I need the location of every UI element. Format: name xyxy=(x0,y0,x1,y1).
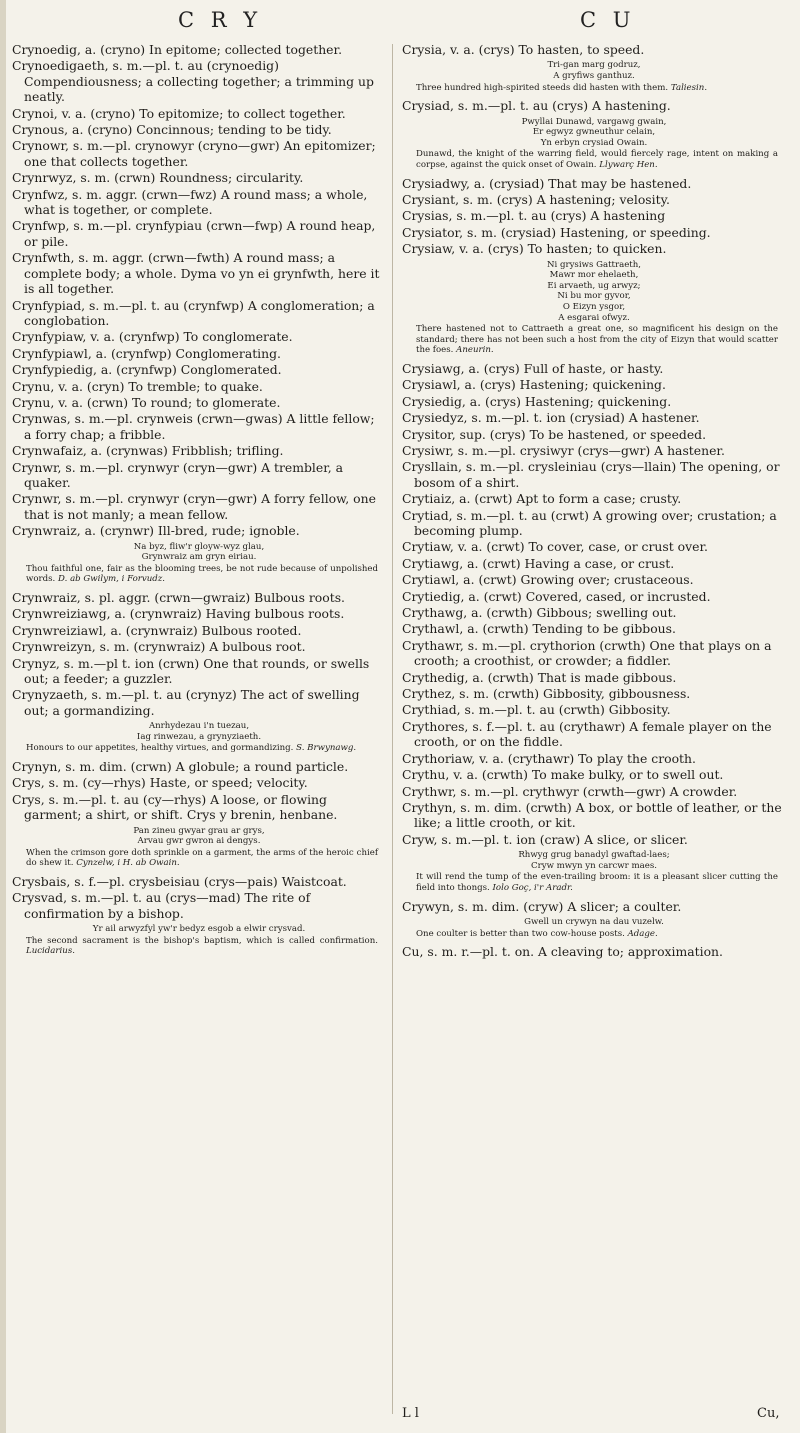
dictionary-entry: Crynu, v. a. (crwn) To round; to glomerate. xyxy=(12,394,281,410)
dictionary-entry: Crysiadwy, a. (crysiad) That may be hastened. xyxy=(402,175,692,191)
translation-text: It will rend the tump of the even-trailing broom: it is a pleasant slicer cutting the field into thongs. xyxy=(416,872,778,893)
quotation-source: S. Brwynawg. xyxy=(296,743,357,754)
translation-note xyxy=(416,83,778,94)
dictionary-entry: Crysiator, s. m. (crysiad) Hastening, or speeding. xyxy=(402,224,711,240)
quotation-source: Adage. xyxy=(627,928,658,939)
dictionary-entry: Crytiaw, v. a. (crwt) To cover, case, or crust over. xyxy=(402,539,708,555)
quotation-line: Gwell un crywyn na dau vuzelw. xyxy=(524,916,664,927)
dictionary-entry: Crysias, s. m.—pl. t. au (crys) A hastening xyxy=(402,208,666,224)
dictionary-entry: Crynoedigaeth, s. m.—pl. t. au (crynoedig) Compendiousness; a collecting together; a trimming up neatly. xyxy=(12,58,374,105)
welsh-quotation xyxy=(22,924,376,935)
dictionary-entry: Crynyz, s. m.—pl t. ion (crwn) One that rounds, or swells out; a feeder; a guzzler. xyxy=(12,655,370,686)
quotation-line: O Eizyn ysgor, xyxy=(562,301,626,312)
dictionary-entry: Crynfypiedig, a. (crynfwp) Conglomerated. xyxy=(12,362,282,378)
dictionary-entry: Crynrwyz, s. m. (crwn) Roundness; circularity. xyxy=(12,170,304,186)
running-head-right: C U xyxy=(580,8,636,32)
dictionary-entry: Crysiant, s. m. (crys) A hastening; velosity. xyxy=(402,191,670,207)
dictionary-entry: Crynfypiad, s. m.—pl. t. au (crynfwp) A conglomeration; a conglobation. xyxy=(12,297,375,328)
running-head-left: C R Y xyxy=(178,8,263,32)
quotation-line: Yn erbyn crysiad Owain. xyxy=(540,137,648,148)
quotation-source: Taliesin. xyxy=(670,82,708,93)
translation-text: Three hundred high-spirited steeds did hasten with them. xyxy=(416,82,669,93)
dictionary-entry: Crythyn, s. m. dim. (crwth) A box, or bottle of leather, or the like; a little crooth, or kit. xyxy=(402,799,782,831)
translation-note xyxy=(416,929,778,940)
dictionary-entry: Crythoriaw, v. a. (crythawr) To play the crooth. xyxy=(402,750,696,766)
welsh-quotation xyxy=(412,917,776,928)
quotation-source: D. ab Gwilym, i Forvudz. xyxy=(58,574,166,585)
dictionary-entry: Crynfwth, s. m. aggr. (crwn—fwth) A round mass; a complete body; a whole. Dyma vo yn ei grynfwth, here it is all together. xyxy=(12,250,380,297)
dictionary-entry: Crynwas, s. m.—pl. crynweis (crwn—gwas) A little fellow; a forry chap; a fribble. xyxy=(12,411,375,442)
quotation-source: Iolo Goç, i'r Aradr. xyxy=(492,882,573,893)
welsh-quotation xyxy=(22,721,376,742)
translation-note xyxy=(26,848,378,869)
quotation-line: Tri-gan marg godruz, xyxy=(547,60,641,71)
dictionary-entry: Crythawl, a. (crwth) Tending to be gibbous. xyxy=(402,621,676,637)
dictionary-entry: Crysiaw, v. a. (crys) To hasten; to quicken. xyxy=(402,241,667,257)
dictionary-entry: Crynwraiz, a. (crynwr) Ill-bred, rude; ignoble. xyxy=(12,523,300,539)
welsh-quotation xyxy=(22,542,376,563)
dictionary-entry: Crywyn, s. m. dim. (cryw) A slicer; a coulter. xyxy=(402,898,682,914)
dictionary-entry: Crynwreiziawl, a. (crynwraiz) Bulbous rooted. xyxy=(12,622,302,638)
dictionary-entry: Crysiawl, a. (crys) Hastening; quickening. xyxy=(402,377,666,393)
dictionary-entry: Crysbais, s. f.—pl. crysbeisiau (crys—pais) Waistcoat. xyxy=(12,874,347,889)
welsh-quotation xyxy=(412,117,776,149)
translation-text: There hastened not to Cattraeth a great one, so magnificent his design on the standard; there has not been such a host from the city of Eizyn that would scatter the foes. xyxy=(416,324,778,356)
dictionary-entry: Crynwafaiz, a. (crynwas) Fribblish; trifling. xyxy=(12,443,284,459)
dictionary-entry: Crythu, v. a. (crwth) To make bulky, or to swell out. xyxy=(402,767,724,783)
translation-text: Dunawd, the knight of the warring field, would fiercely rage, intent on making a corpse, against the quick onset of Owain. xyxy=(416,149,778,170)
dictionary-entry: Crysiedig, a. (crys) Hastening; quickening. xyxy=(402,393,672,409)
quotation-source: Llywarç Hen. xyxy=(599,159,658,170)
dictionary-entry: Crythedig, a. (crwth) That is made gibbous. xyxy=(402,669,677,685)
dictionary-entry: Cu, s. m. r.—pl. t. on. A cleaving to; approximation. xyxy=(402,944,723,960)
dictionary-entry: Crythiad, s. m.—pl. t. au (crwth) Gibbosity. xyxy=(402,702,671,718)
quotation-line: Na byz, fliw'r gloyw-wyz glau, xyxy=(133,541,265,552)
dictionary-entry: Crythores, s. f.—pl. t. au (crythawr) A female player on the crooth, or on the fiddle. xyxy=(402,718,772,750)
translation-text: When the crimson gore doth sprinkle on a garment, the arms of the heroic chief do shew it. xyxy=(26,847,378,869)
quotation-line: Ni bu mor gyvor, xyxy=(557,291,631,302)
welsh-quotation xyxy=(412,60,776,81)
quotation-line: Cryw mwyn yn carcwr maes. xyxy=(531,860,657,871)
dictionary-entry: Crysiad, s. m.—pl. t. au (crys) A hastening. xyxy=(402,98,671,114)
quotation-line: Pwyllai Dunawd, vargawg gwain, xyxy=(521,116,667,127)
dictionary-entry: Crythez, s. m. (crwth) Gibbosity, gibbousness. xyxy=(402,686,691,702)
dictionary-entry: Crysiawg, a. (crys) Full of haste, or hasty. xyxy=(402,360,664,376)
dictionary-entry: Crynfypiawl, a. (crynfwp) Conglomerating. xyxy=(12,345,281,361)
dictionary-entry: Crythawr, s. m.—pl. crythorion (crwth) One that plays on a crooth; a croothist, or crowder; a fiddler. xyxy=(402,637,772,669)
quotation-line: Arvau gwr gwron ai dengys. xyxy=(137,836,261,847)
translation-text: The second sacrament is the bishop's baptism, which is called confirmation. xyxy=(26,935,378,946)
quotation-source: Aneurin. xyxy=(456,345,494,356)
translation-text: Thou faithful one, fair as the blooming trees, be not rude because of unpolished words. xyxy=(26,563,378,585)
quotation-line: Grynwraiz am gryn eiriau. xyxy=(141,552,257,563)
dictionary-entry: Crynwreiziawg, a. (crynwraiz) Having bulbous roots. xyxy=(12,606,345,622)
translation-note xyxy=(26,743,378,754)
dictionary-entry: Crytiaiz, a. (crwt) Apt to form a case; crusty. xyxy=(402,491,682,507)
quotation-line: Er egwyz gwneuthur celain, xyxy=(532,127,656,138)
dictionary-entry: Cryw, s. m.—pl. t. ion (craw) A slice, or slicer. xyxy=(402,831,688,847)
quotation-line: Pan zineu gwyar grau ar grys, xyxy=(133,825,265,836)
catchword: Cu, xyxy=(757,1406,780,1421)
quotation-line: Iag rinwezau, a grynyziaeth. xyxy=(136,731,262,742)
dictionary-entry: Crynous, a. (cryno) Concinnous; tending to be tidy. xyxy=(12,122,332,138)
dictionary-entry: Crynyn, s. m. dim. (crwn) A globule; a round particle. xyxy=(12,759,349,774)
left-column xyxy=(12,42,384,962)
dictionary-entry: Crythawg, a. (crwth) Gibbous; swelling out. xyxy=(402,605,677,621)
dictionary-entry: Crynfwp, s. m.—pl. crynfypiau (crwn—fwp) A round heap, or pile. xyxy=(12,218,376,249)
dictionary-entry: Crynfypiaw, v. a. (crynfwp) To conglomerate. xyxy=(12,329,293,345)
welsh-quotation xyxy=(412,260,776,324)
welsh-quotation xyxy=(22,826,376,847)
translation-text: One coulter is better than two cow-house posts. xyxy=(416,928,625,939)
quotation-line: Anrhydezau i'n tuezau, xyxy=(148,721,250,732)
dictionary-entry: Crysllain, s. m.—pl. crysleiniau (crys—llain) The opening, or bosom of a shirt. xyxy=(402,459,780,490)
dictionary-entry: Crytiedig, a. (crwt) Covered, cased, or incrusted. xyxy=(402,588,711,604)
translation-note xyxy=(416,149,778,170)
dictionary-entry: Crynwraiz, s. pl. aggr. (crwn—gwraiz) Bulbous roots. xyxy=(12,589,345,605)
signature-mark: L l xyxy=(402,1406,419,1421)
dictionary-entry: Crysiwr, s. m.—pl. crysiwyr (crys—gwr) A hastener. xyxy=(402,442,725,458)
dictionary-entry: Crythwr, s. m.—pl. crythwyr (crwth—gwr) A crowder. xyxy=(402,783,738,799)
dictionary-entry: Crysiedyz, s. m.—pl. t. ion (crysiad) A hastener. xyxy=(402,410,700,426)
quotation-line: Rhwyg grug banadyl gwaftad-laes; xyxy=(518,850,670,861)
dictionary-entry: Crynwreizyn, s. m. (crynwraiz) A bulbous root. xyxy=(12,639,306,655)
quotation-line: A esgarai ofwyz. xyxy=(558,312,630,323)
right-column xyxy=(402,42,784,961)
dictionary-entry: Crynowr, s. m.—pl. crynowyr (cryno—gwr) An epitomizer; one that collects together. xyxy=(12,138,376,169)
quotation-line: Ni grysiws Gattraeth, xyxy=(546,259,642,270)
welsh-quotation xyxy=(412,850,776,871)
dictionary-entry: Crytiawg, a. (crwt) Having a case, or crust. xyxy=(402,555,675,571)
dictionary-entry: Crysia, v. a. (crys) To hasten, to speed. xyxy=(402,42,645,57)
dictionary-entry: Crytiad, s. m.—pl. t. au (crwt) A growing over; crustation; a becoming plump. xyxy=(402,507,777,538)
quotation-source: Cynzelw, i H. ab Owain. xyxy=(76,858,180,869)
quotation-line: Yr ail arwyzfyl yw'r bedyz esgob a elwir crysvad. xyxy=(92,924,306,935)
dictionary-entry: Crynoi, v. a. (cryno) To epitomize; to collect together. xyxy=(12,105,346,121)
quotation-source: Lucidarius. xyxy=(26,946,75,957)
translation-note xyxy=(26,936,378,957)
quotation-line: Ei arvaeth, ug arwyz; xyxy=(547,280,641,291)
dictionary-entry: Crynyzaeth, s. m.—pl. t. au (crynyz) The act of swelling out; a gormandizing. xyxy=(12,687,360,718)
dictionary-entry: Crynoedig, a. (cryno) In epitome; collected together. xyxy=(12,42,343,57)
translation-text: Honours to our appetites, healthy virtues, and gormandizing. xyxy=(26,743,294,754)
binding-edge xyxy=(0,0,6,1433)
quotation-line: A gryfiws ganthuz. xyxy=(553,71,635,81)
dictionary-entry: Crynfwz, s. m. aggr. (crwn—fwz) A round mass; a whole, what is together, or complete. xyxy=(12,186,368,218)
dictionary-entry: Crynwr, s. m.—pl. crynwyr (cryn—gwr) A trembler, a quaker. xyxy=(12,459,344,490)
column-divider xyxy=(392,44,393,1414)
dictionary-entry: Crytiawl, a. (crwt) Growing over; crustaceous. xyxy=(402,572,694,588)
dictionary-entry: Crys, s. m.—pl. t. au (cy—rhys) A loose, or flowing garment; a shirt, or shift. Crys y brenin, henbane. xyxy=(12,791,338,823)
translation-note xyxy=(26,564,378,585)
dictionary-entry: Crys, s. m. (cy—rhys) Haste, or speed; velocity. xyxy=(12,775,308,791)
translation-note xyxy=(416,872,778,893)
dictionary-entry: Crynu, v. a. (cryn) To tremble; to quake. xyxy=(12,378,263,394)
dictionary-entry: Crysitor, sup. (crys) To be hastened, or speeded. xyxy=(402,426,707,442)
dictionary-entry: Crysvad, s. m.—pl. t. au (crys—mad) The rite of confirmation by a bishop. xyxy=(12,890,311,921)
dictionary-entry: Crynwr, s. m.—pl. crynwyr (cryn—gwr) A forry fellow, one that is not manly; a mean fellow. xyxy=(12,491,376,522)
quotation-line: Mawr mor ehelaeth, xyxy=(549,270,639,281)
translation-note xyxy=(416,324,778,356)
